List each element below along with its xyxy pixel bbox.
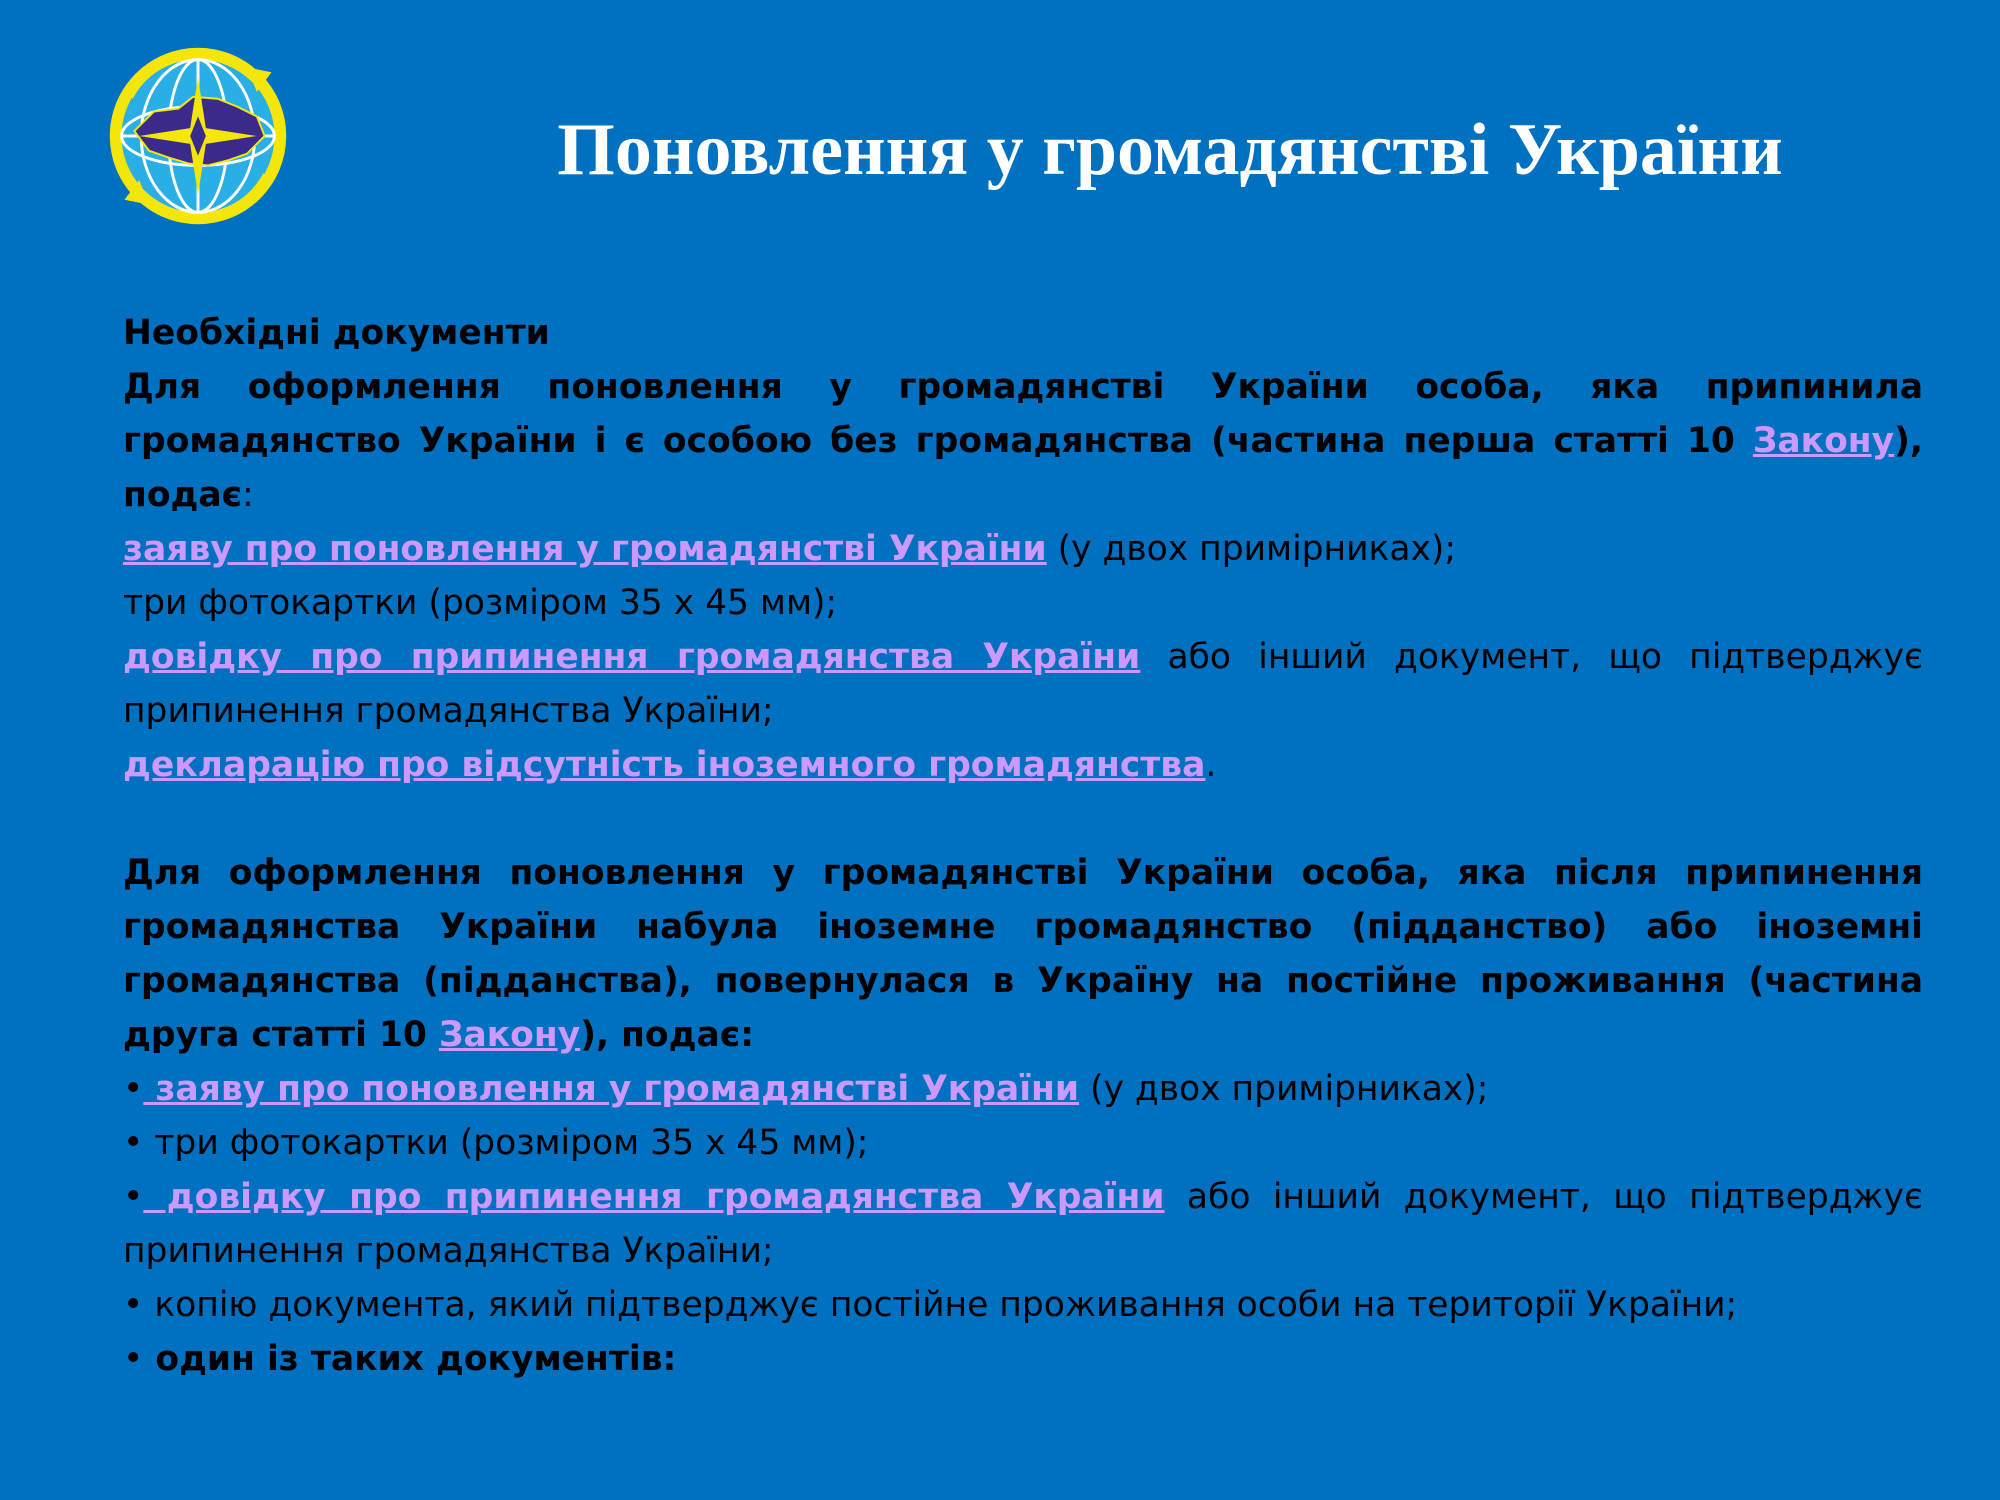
termination-certificate-link[interactable]: довідку про припинення громадянства України <box>123 637 1141 677</box>
page-title: Поновлення у громадянстві України <box>557 109 1783 191</box>
list-item: • один із таких документів: <box>123 1339 677 1379</box>
list-item: три фотокартки (розміром 35 х 45 мм); <box>123 583 838 623</box>
section1-intro: Для оформлення поновлення у громадянстві України особа, яка припинила громадянство України і є особою без громадянства (частина перша статті 10 Закону), подає: <box>123 367 1923 515</box>
section-heading: Необхідні документи <box>123 313 550 353</box>
list-item: • три фотокартки (розміром 35 х 45 мм); <box>123 1123 869 1163</box>
list-item: • довідку про припинення громадянства України або інший документ, що підтверджує припинення громадянства України; <box>123 1177 1923 1271</box>
list-item: заяву про поновлення у громадянстві України (у двох примірниках); <box>123 529 1457 569</box>
declaration-link[interactable]: декларацію про відсутність іноземного громадянства <box>123 745 1206 785</box>
application-link[interactable]: заяву про поновлення у громадянстві України <box>143 1069 1080 1109</box>
application-link[interactable]: заяву про поновлення у громадянстві України <box>123 529 1047 569</box>
state-migration-service-emblem-icon <box>100 38 296 234</box>
list-item: • копію документа, який підтверджує постійне проживання особи на території України; <box>123 1285 1738 1325</box>
list-item: довідку про припинення громадянства України або інший документ, що підтверджує припинення громадянства України; <box>123 637 1923 731</box>
law-link[interactable]: Закону <box>1752 421 1895 461</box>
law-link[interactable]: Закону <box>438 1015 581 1055</box>
spacer <box>123 792 1923 846</box>
list-item: • заяву про поновлення у громадянстві України (у двох примірниках); <box>123 1069 1489 1109</box>
termination-certificate-link[interactable]: довідку про припинення громадянства України <box>143 1177 1165 1217</box>
list-item: декларацію про відсутність іноземного громадянства. <box>123 745 1217 785</box>
document-body <box>123 306 1923 1386</box>
emblem-logo <box>100 38 296 234</box>
section2-intro: Для оформлення поновлення у громадянстві України особа, яка після припинення громадянства України набула іноземне громадянство (підданство) або іноземні громадянства (підданства), повернулася в Україну на постійне проживання (частина друга статті 10 Закону), подає: <box>123 853 1923 1055</box>
